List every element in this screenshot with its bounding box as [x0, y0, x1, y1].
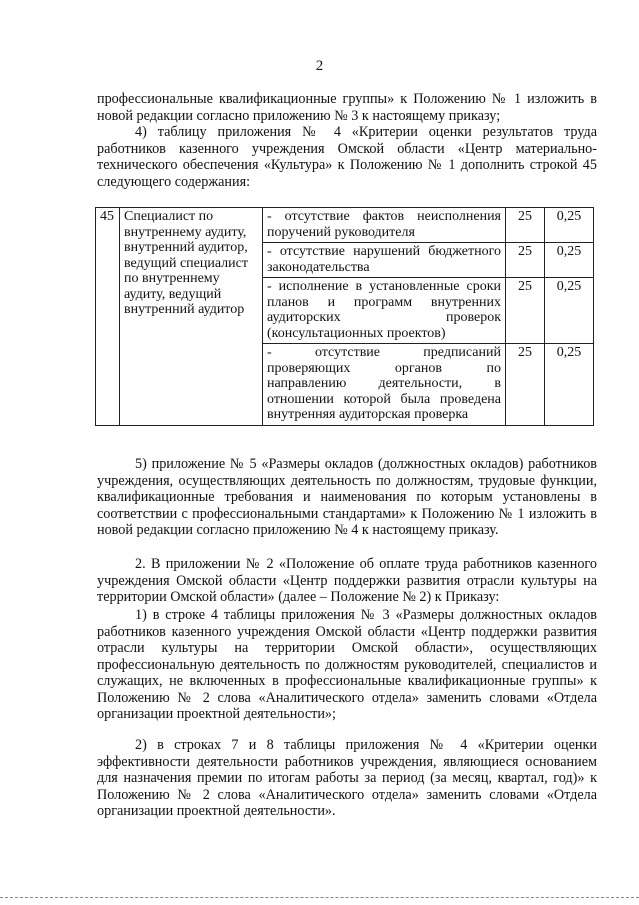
scan-edge-divider — [0, 897, 639, 898]
criterion-cell: - отсутствие фактов неисполнения поручений руководителя — [263, 208, 506, 243]
page-number: 2 — [315, 58, 324, 74]
points-cell: 25 — [506, 208, 545, 243]
coefficient-cell: 0,25 — [545, 344, 594, 426]
position-cell: Специалист по внутреннему аудиту, внутренний аудитор, ведущий специалист по внутреннему аудиту, ведущий внутренний аудитор — [120, 208, 263, 426]
criterion-cell: - исполнение в установленные сроки планов и программ внутренних аудиторских проверок (консультационных проектов) — [263, 278, 506, 344]
paragraph-section-2: 2. В приложении № 2 «Положение об оплате труда работников казенного учреждения Омской области «Центр поддержки развития отрасли культуры на территории Омской области» (далее – Положение № 2) к Приказу: — [97, 556, 597, 605]
paragraph-sub-2: 2) в строках 7 и 8 таблицы приложения № 4 «Критерии оценки эффективности деятельности работников учреждения, являющиеся основанием для назначения премии по итогам работы за период (за месяц, квартал, год)» к Положению № 2 слова «Аналитического отдела» заменить словами «Отдела организации проектной деятельности». — [97, 737, 597, 819]
criterion-cell: - отсутствие предписаний проверяющих органов по направлению деятельности, в отношении которой была проведена внутренняя аудиторская проверка — [263, 344, 506, 426]
table-row — [96, 208, 594, 243]
paragraph-item-5: 5) приложение № 5 «Размеры окладов (должностных окладов) работников учреждения, осуществляющих деятельность по должностям, трудовые функции, квалификационные требования и наименования по которым установлены в соответствии с профессиональными стандартами» к Положению № 1 изложить в новой редакции согласно приложению № 4 к настоящему приказу. — [97, 456, 597, 538]
points-cell: 25 — [506, 278, 545, 344]
row-number-cell: 45 — [96, 208, 120, 426]
points-cell: 25 — [506, 344, 545, 426]
points-cell: 25 — [506, 243, 545, 278]
coefficient-cell: 0,25 — [545, 278, 594, 344]
paragraph-item-4: 4) таблицу приложения № 4 «Критерии оценки результатов труда работников казенного учреждения Омской области «Центр материально-технического обеспечения «Культура» к Положению № 1 дополнить строкой 45 следующего содержания: — [97, 124, 597, 190]
criterion-cell: - отсутствие нарушений бюджетного законодательства — [263, 243, 506, 278]
criteria-table — [95, 207, 594, 426]
paragraph-sub-1: 1) в строке 4 таблицы приложения № 3 «Размеры должностных окладов работников казенного учреждения Омской области «Центр поддержки развития отрасли культуры на территории Омской области», осуществляющих профессиональную деятельность по должностям руководителей, специалистов и служащих, не включенных в профессиональные квалификационные группы» к Положению № 2 слова «Аналитического отдела» заменить словами «Отдела организации проектной деятельности»; — [97, 607, 597, 722]
coefficient-cell: 0,25 — [545, 208, 594, 243]
coefficient-cell: 0,25 — [545, 243, 594, 278]
paragraph-continuation: профессиональные квалификационные группы» к Положению № 1 изложить в новой редакции согласно приложению № 3 к настоящему приказу; — [97, 91, 597, 124]
